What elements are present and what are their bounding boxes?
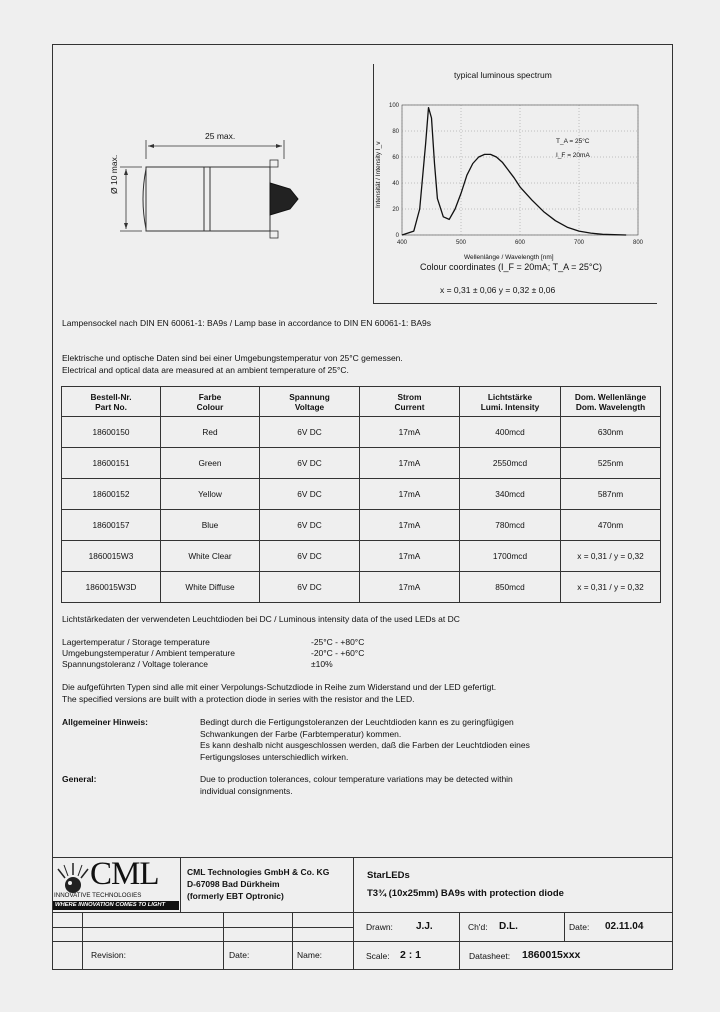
cell-wavelength: 525nm (561, 448, 661, 479)
title-block (52, 857, 673, 970)
cell-wavelength: x = 0,31 / y = 0,32 (561, 541, 661, 572)
table-row (62, 417, 661, 448)
cell-part-no: 18600152 (62, 479, 161, 510)
x-tick-label: 600 (514, 240, 526, 246)
spec-value: ±10% (311, 659, 333, 669)
revision-label: Revision: (91, 950, 126, 960)
y-tick-label: 40 (392, 181, 399, 187)
cell-intensity: 340mcd (460, 479, 561, 510)
cell-colour: Blue (161, 510, 260, 541)
cell-current: 17mA (360, 448, 460, 479)
cell-voltage: 6V DC (260, 417, 360, 448)
cell-voltage: 6V DC (260, 510, 360, 541)
ambient-de: Elektrische und optische Daten sind bei einer Umgebungstemperatur von 25°C gemessen. (62, 353, 403, 363)
y-tick-label: 80 (392, 129, 399, 135)
general-label: General: (62, 774, 97, 784)
hinweis-line: Fertigungsloses unterschiedlich wirken. (200, 752, 349, 762)
cell-current: 17mA (360, 572, 460, 603)
header-wavelength: Dom. Wellenlänge Dom. Wavelength (561, 387, 661, 417)
date-value: 02.11.04 (605, 921, 644, 932)
product-line1: StarLEDs (367, 870, 410, 881)
legend-ta: T_A = 25°C (556, 138, 590, 145)
spec-value: -20°C - +60°C (311, 648, 365, 658)
date-label: Date: (569, 922, 590, 932)
protection-de: Die aufgeführten Typen sind alle mit einer Verpolungs-Schutzdiode in Reihe zum Widerstand und der LED gefertigt. (62, 682, 497, 692)
cell-wavelength: x = 0,31 / y = 0,32 (561, 572, 661, 603)
x-tick-label: 800 (632, 240, 644, 246)
spectrum-title: typical luminous spectrum (454, 70, 552, 80)
spectrum-xlabel: Wellenlänge / Wavelength [nm] (464, 254, 554, 261)
cell-part-no: 18600157 (62, 510, 161, 541)
cell-voltage: 6V DC (260, 541, 360, 572)
header-voltage: Spannung Voltage (260, 387, 360, 417)
cell-part-no: 18600150 (62, 417, 161, 448)
hinweis-label: Allgemeiner Hinweis: (62, 717, 148, 727)
scale-label: Scale: (366, 951, 390, 961)
name-label: Name: (297, 950, 323, 960)
chd-value: D.L. (499, 921, 518, 932)
cell-voltage: 6V DC (260, 479, 360, 510)
hinweis-line: Bedingt durch die Fertigungstoleranzen der Leuchtdioden kann es zu geringfügigen (200, 717, 514, 727)
header-colour: Farbe Colour (161, 387, 260, 417)
table-header-row (62, 387, 661, 417)
company-name: CML Technologies GmbH & Co. KG (187, 867, 330, 877)
colour-coord-label: Colour coordinates (I_F = 20mA; T_A = 25°C) (420, 262, 603, 272)
cell-intensity: 400mcd (460, 417, 561, 448)
y-tick-label: 100 (388, 103, 399, 109)
header-current: Strom Current (360, 387, 460, 417)
x-tick-label: 500 (455, 240, 467, 246)
cell-current: 17mA (360, 541, 460, 572)
company-city: D-67098 Bad Dürkheim (187, 879, 280, 889)
y-tick-label: 20 (392, 207, 399, 213)
cell-current: 17mA (360, 417, 460, 448)
company-former: (formerly EBT Optronic) (187, 891, 284, 901)
scale-value: 2 : 1 (400, 949, 422, 961)
logo-text: CML (90, 856, 159, 892)
cell-intensity: 1700mcd (460, 541, 561, 572)
table-row (62, 479, 661, 510)
spectrum-ylabel: Intensität / Intensity I_v (375, 141, 382, 208)
cell-voltage: 6V DC (260, 572, 360, 603)
hinweis-line: Es kann deshalb nicht ausgeschlossen werden, daß die Farben der Leuchtdioden eines (200, 740, 530, 750)
table-row (62, 510, 661, 541)
dim-diameter: Ø 10 max. (109, 154, 119, 194)
cell-intensity: 780mcd (460, 510, 561, 541)
product-line2: T3¾ (10x25mm) BA9s with protection diode (367, 888, 564, 899)
cell-part-no: 1860015W3D (62, 572, 161, 603)
x-tick-label: 400 (396, 240, 408, 246)
protection-en: The specified versions are built with a protection diode in series with the resistor and the LED. (62, 694, 415, 704)
lumi-note: Lichtstärkedaten der verwendeten Leuchtdioden bei DC / Luminous intensity data of the used LEDs at DC (62, 614, 460, 624)
hinweis-line: Schwankungen der Farbe (Farbtemperatur) kommen. (200, 729, 402, 739)
x-tick-label: 700 (573, 240, 585, 246)
cell-wavelength: 587nm (561, 479, 661, 510)
spec-label: Spannungstoleranz / Voltage tolerance (62, 659, 209, 669)
spec-label: Lagertemperatur / Storage temperature (62, 637, 210, 647)
table-row (62, 448, 661, 479)
cell-intensity: 850mcd (460, 572, 561, 603)
plot-area (402, 105, 638, 235)
ambient-en: Electrical and optical data are measured at an ambient temperature of 25°C. (62, 365, 349, 375)
led-data-table (61, 386, 661, 603)
date2-label: Date: (229, 950, 250, 960)
lamp-drawing (100, 125, 320, 245)
spec-value: -25°C - +80°C (311, 637, 365, 647)
general-line: Due to production tolerances, colour temperature variations may be detected within (200, 774, 513, 784)
y-tick-label: 0 (395, 233, 399, 239)
y-tick-label: 60 (392, 155, 399, 161)
spectrum-chart (380, 95, 650, 255)
cell-intensity: 2550mcd (460, 448, 561, 479)
cell-voltage: 6V DC (260, 448, 360, 479)
cell-wavelength: 470nm (561, 510, 661, 541)
colour-coord-values: x = 0,31 ± 0,06 y = 0,32 ± 0,06 (440, 285, 556, 295)
cell-colour: Red (161, 417, 260, 448)
datasheet-value: 1860015xxx (522, 949, 581, 961)
cell-colour: Yellow (161, 479, 260, 510)
header-part-no: Bestell-Nr. Part No. (62, 387, 161, 417)
cell-part-no: 1860015W3 (62, 541, 161, 572)
cell-current: 17mA (360, 510, 460, 541)
chd-label: Ch'd: (468, 922, 488, 932)
spectrum-series-line (402, 108, 626, 235)
cell-colour: White Diffuse (161, 572, 260, 603)
cell-colour: White Clear (161, 541, 260, 572)
logo-sub: INNOVATIVE TECHNOLOGIES (54, 892, 142, 899)
table-row (62, 572, 661, 603)
dim-length: 25 max. (205, 131, 236, 141)
datasheet-label: Datasheet: (469, 951, 511, 961)
cml-logo-icon (56, 861, 90, 893)
drawn-value: J.J. (416, 921, 433, 932)
spec-label: Umgebungstemperatur / Ambient temperature (62, 648, 235, 658)
drawn-label: Drawn: (366, 922, 393, 932)
socket-line: Lampensockel nach DIN EN 60061-1: BA9s / Lamp base in accordance to DIN EN 60061-1: BA9s (62, 318, 432, 328)
cell-current: 17mA (360, 479, 460, 510)
cell-wavelength: 630nm (561, 417, 661, 448)
logo-slogan: WHERE INNOVATION COMES TO LIGHT (55, 901, 166, 908)
general-line: individual consignments. (200, 786, 293, 796)
legend-if: I_F = 20mA (556, 152, 590, 159)
header-intensity: Lichtstärke Lumi. Intensity (460, 387, 561, 417)
cell-colour: Green (161, 448, 260, 479)
table-row (62, 541, 661, 572)
cell-part-no: 18600151 (62, 448, 161, 479)
